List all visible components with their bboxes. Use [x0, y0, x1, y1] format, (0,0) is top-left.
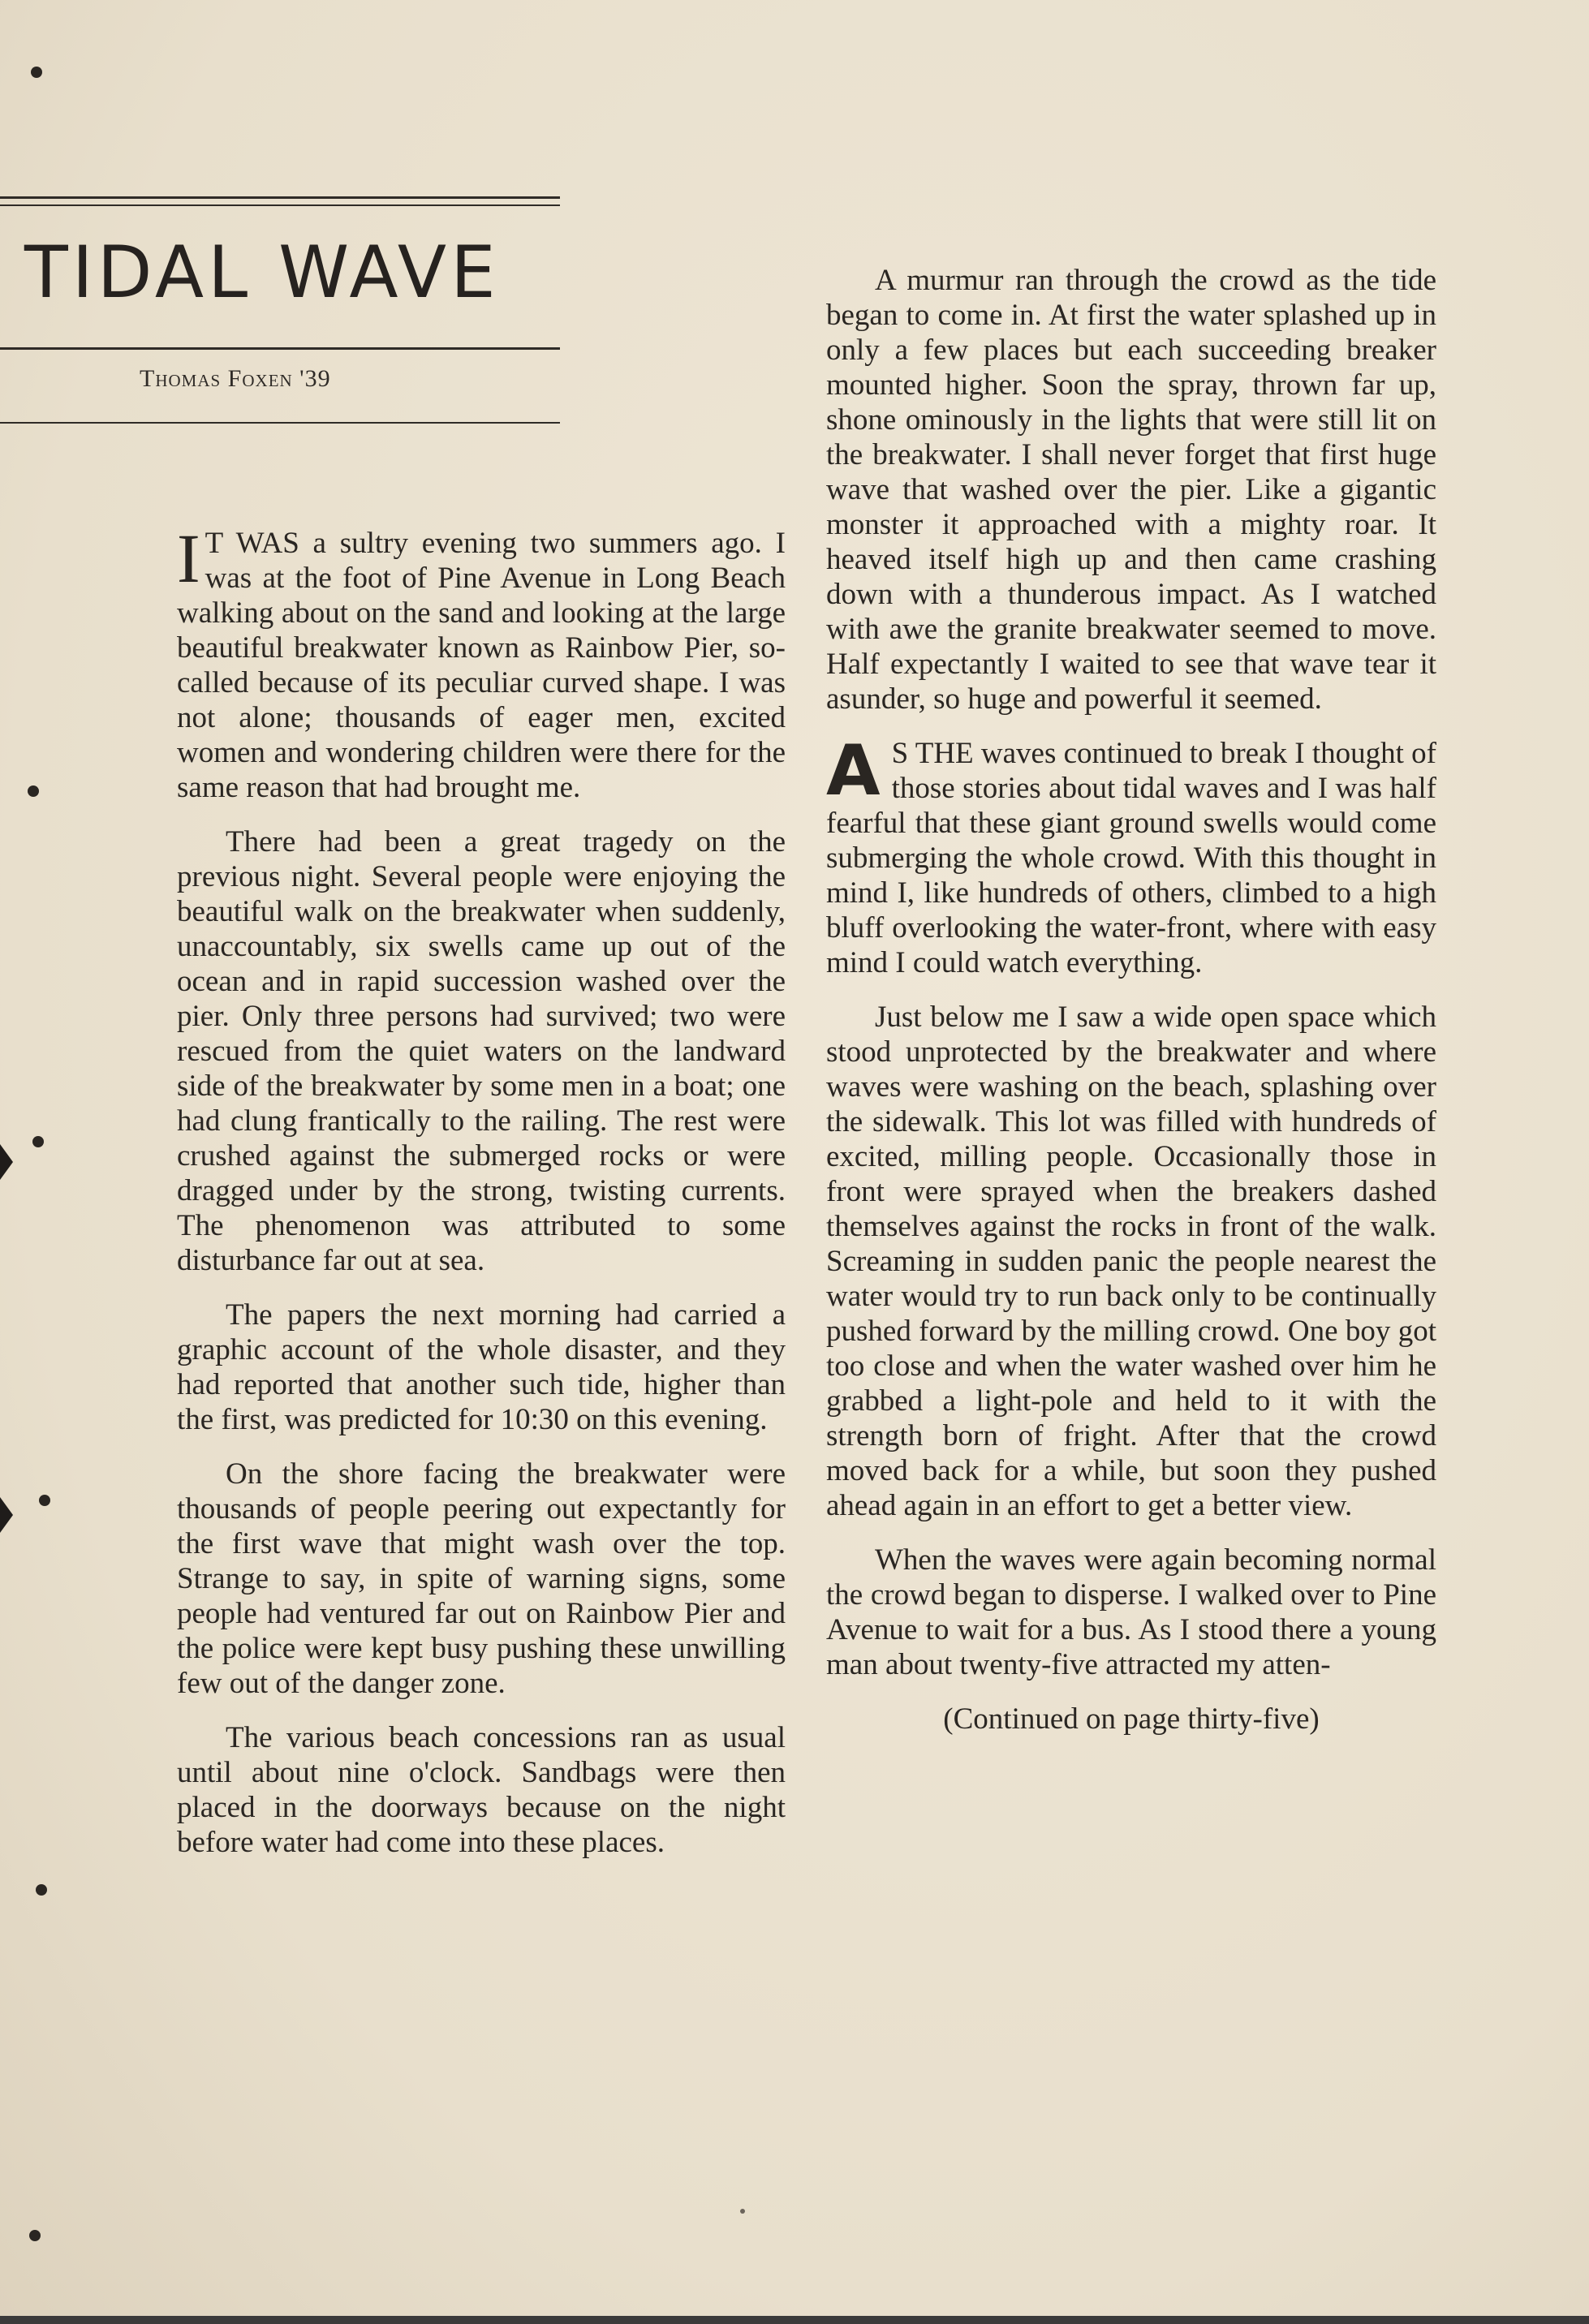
- page-tear-mark: [0, 1144, 13, 1180]
- page-smudge: [740, 2209, 745, 2214]
- paragraph: The papers the next morning had carried a graphic account of the whole disaster, and they had reported that another such tide, higher than the first, was predicted for 10:30 on this evening.: [177, 1298, 786, 1436]
- binding-hole: [32, 1136, 44, 1147]
- paragraph-text: T WAS a sultry evening two summers ago. I was at the foot of Pine Avenue in Long Beach walking about on the sand and looking at the large beautiful breakwater known as Rainbow Pier, so-called because of its peculiar curved shape. I was not alone; thousands of eager men, excited women and wondering children were there for the same reason that had brought me.: [177, 527, 786, 804]
- binding-hole: [28, 785, 39, 797]
- continued-note: (Continued on page thirty-five): [943, 1702, 1320, 1736]
- paragraph: When the waves were again becoming normal the crowd began to disperse. I walked over to Pine Avenue to wait for a bus. As I stood there a young man about twenty-five attracted my atten-: [826, 1543, 1436, 1681]
- paragraph: [177, 519, 786, 805]
- paragraph: [826, 730, 1436, 980]
- binding-hole: [36, 1884, 47, 1896]
- paragraph: There had been a great tragedy on the previous night. Several people were enjoying the beautiful walk on the breakwater when suddenly, unaccountably, six swells came up out of the ocean and in rapid succession washed over the pier. Only three persons had survived; two were rescued from the quiet waters on the landward side of the breakwater by some men in a boat; one had clung frantically to the railing. The rest were crushed against the submerged rocks or were dragged under by the strong, twisting currents. The phenomenon was attributed to some disturbance far out at sea.: [177, 825, 786, 1277]
- header-rule-top: [0, 196, 560, 199]
- page-bottom-edge: [0, 2316, 1589, 2324]
- binding-hole: [31, 67, 42, 78]
- header-rule-top-second: [0, 204, 560, 206]
- author-byline: Thomas Foxen '39: [140, 365, 331, 392]
- byline-rule: [0, 422, 560, 424]
- paragraph: Just below me I saw a wide open space which stood unprotected by the breakwater and where waves were washing on the beach, splashing over the sidewalk. This lot was filled with hundreds of excited, milling people. Occasionally those in front were sprayed when the breakers dashed themselves against the rocks in front of the walk. Screaming in sudden panic the people nearest the water would try to run back only to be continually pushed forward by the milling crowd. One boy got too close and when the water washed over him he grabbed a light-pole and held to it with the strength born of fright. After that the crowd moved back for a while, but soon they pushed ahead again in an effort to get a better view.: [826, 1001, 1436, 1522]
- article-title: TIDAL WAVE: [24, 230, 500, 314]
- paragraph-text: S THE waves continued to break I thought of those stories about tidal waves and I was half fearful that these giant ground swells would come submerging the whole crowd. With this thought in mind I, like hundreds of others, climbed to a high bluff overlooking the water-front, where with easy mind I could watch everything.: [826, 737, 1436, 979]
- paragraph: A murmur ran through the crowd as the tide began to come in. At first the water splashed up in only a few places but each succeeding breaker mounted higher. Soon the spray, thrown far up, shone ominously in the lights that were still lit on the breakwater. I shall never forget that first huge wave that washed over the pier. Like a gigantic monster it approached with a mighty roar. It heaved itself high up and then came crashing down with a thunderous impact. As I watched with awe the granite breakwater seemed to move. Half expectantly I waited to see that wave tear it asunder, so huge and powerful it seemed.: [826, 264, 1436, 716]
- drop-cap: I: [177, 519, 200, 597]
- binding-hole: [39, 1495, 50, 1506]
- title-rule: [0, 347, 560, 350]
- drop-cap: A: [826, 730, 881, 811]
- right-column: [826, 263, 1436, 1756]
- page-tear-mark: [0, 1497, 13, 1533]
- paragraph: The various beach concessions ran as usual until about nine o'clock. Sandbags were then placed in the doorways because on the night before water had come into these places.: [177, 1721, 786, 1859]
- paragraph: On the shore facing the breakwater were thousands of people peering out expectantly for the first wave that might wash over the top. Strange to say, in spite of warning signs, some people had ventured far out on Rainbow Pier and the police were kept busy pushing these unwilling few out of the danger zone.: [177, 1457, 786, 1700]
- left-column: [177, 519, 786, 1879]
- binding-hole: [29, 2230, 41, 2241]
